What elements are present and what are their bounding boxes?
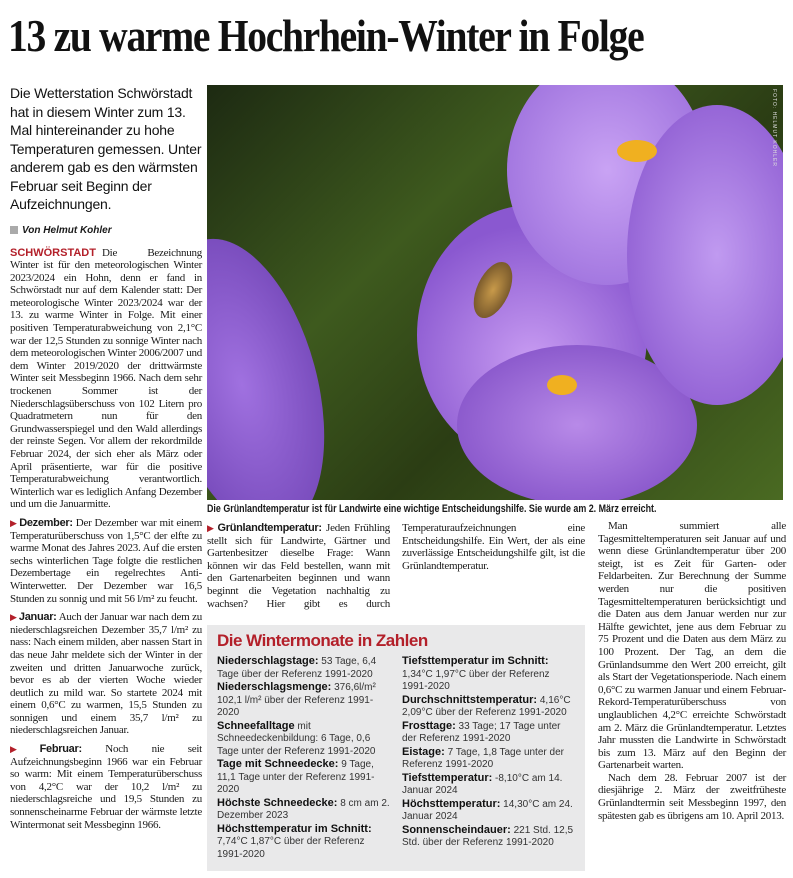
fact-item bbox=[217, 720, 390, 759]
fact-item bbox=[217, 655, 390, 681]
fact-value: 53 Tage, 6,4 Tage über der Referenz 1991-2020 bbox=[217, 656, 377, 680]
fact-value: 33 Tage; 17 Tage unter der Referenz 1991-2020 bbox=[402, 720, 561, 744]
section-text-dezember: Der Dezember war mit einem Temperaturüberschuss von 1,5°C der elfte zu warme Monat des Jahres 2023. Auf die ersten sechs winterlichen Tage folgte die restlichen Dezembertage ein regelrechtes Anti-Winterwetter. Der Dezember war 16,5 Stunden zu sonnig und mit 56 l/m² zu feucht. bbox=[10, 516, 203, 605]
fact-value: 9 Tage, 11,1 Tage unter der Referenz 1991-2020 bbox=[217, 759, 375, 795]
fact-value: 1,34°C 1,97°C über der Referenz 1991-2020 bbox=[402, 668, 550, 692]
fact-label: Durchschnittstemperatur: bbox=[402, 693, 538, 706]
paragraph-gruenland-method: Man summiert alle Tagesmitteltemperaturen seit Januar auf und wenn diese Grünlandtemperatur über 200 steigt, ist es Zeit für Garten- oder Feldarbeiten. Zur Berechnung der Summe werden nur die positiven Tagesmitteltemperaturen berücksichtigt und die Daten aus dem Januar werden nur zur Hälfte gewichtet, jene aus dem Februar zu 75 Prozent und die Daten aus dem März zu 100 Prozent. Der Tag, an dem die Grünlandsumme den Wert 200 erreicht, gilt als Start der Vegetationsperiode. Nach einem 0,6°C zu warmen Januar und einem Februar-Rekord-Temperaturüberschuss von unglaublichen 4,2°C erreichte Schwörstadt am 2. März die Grünlandtemperatur. Letztes Jahr mussten die Landwirte in Schwörstadt bis zum 13. März auf den Beginn der Gartenarbeit warten. bbox=[598, 520, 786, 772]
left-column bbox=[10, 84, 202, 837]
facts-left-column bbox=[217, 655, 390, 861]
fact-label: Sonnenscheindauer: bbox=[402, 823, 511, 836]
facts-box bbox=[207, 625, 585, 871]
triangle-bullet-icon: ▶ bbox=[10, 744, 38, 755]
fact-label: Tiefsttemperatur: bbox=[402, 771, 493, 784]
fact-item bbox=[402, 772, 575, 798]
fact-value: -8,10°C am 14. Januar 2024 bbox=[402, 772, 563, 796]
fact-label: Niederschlagsmenge: bbox=[217, 681, 332, 693]
fact-value: 4,16°C 2,09°C über der Referenz 1991-2020 bbox=[402, 694, 571, 718]
fact-item bbox=[217, 823, 390, 862]
intro-text: Die Bezeichnung Winter ist für den meteorologischen Winter 2023/2024 ein Hohn, denn er fand in Schwörstadt nur auf dem Kalender statt: Der meteorologische Winter 2023/2024 war der 13. zu warme Winter in Folge. Mit einer positiven Temperaturabweichung von 2,1°C war der 12,5 Stunden zu sonnige Winter nach dem meteorologischen Winter 2006/2007 und dem Winter 2019/2020 der drittwärmste Winter seit Messbeginn 1966. Nach dem sehr trockenen Sommer ist der Niederschlagsüberschuss von 102 Litern pro Quadratmetern nun für den Grundwasserspiegel und den Wald allerdings der reinste Segen. Vor allem der rekordmilde Februar 2024, der sich eher als März oder April präsentierte, war für die positive Temperaturabweichung verantwortlich. Winterlich war es lediglich Anfang Dezember und um die Januarmitte. bbox=[10, 246, 202, 511]
fact-value: 8 cm am 2. Dezember 2023 bbox=[217, 797, 390, 821]
crocus-bee-photo bbox=[207, 85, 783, 500]
fact-value: 221 Std. 12,5 Std. über der Referenz 1991-2020 bbox=[402, 824, 574, 848]
triangle-bullet-icon: ▶ bbox=[10, 612, 17, 623]
fact-label: Niederschlagstage: bbox=[217, 655, 319, 667]
fact-item bbox=[217, 797, 390, 823]
fact-value: 376,6l/m² 102,1 l/m² über der Referenz 1991-2020 bbox=[217, 682, 376, 718]
lead-text: Die Wetterstation Schwörstadt hat in diesem Winter zum 13. Mal hintereinander zu hohe Temperaturen gemessen. Unter anderem gab es den wärmsten Februar seit Beginn der Aufzeichnungen. bbox=[10, 85, 202, 212]
dateline: SCHWÖRSTADT bbox=[10, 246, 96, 259]
fact-value: 7 Tage, 1,8 Tage unter der Referenz 1991-2020 bbox=[402, 746, 564, 770]
fact-item bbox=[217, 681, 390, 720]
fact-label: Höchsttemperatur: bbox=[402, 797, 501, 810]
fact-item bbox=[402, 655, 575, 694]
photo-credit: FOTO: HELMUT KOHLER bbox=[771, 89, 777, 167]
facts-box-title: Die Wintermonate in Zahlen bbox=[217, 631, 428, 650]
triangle-bullet-icon: ▶ bbox=[207, 523, 216, 533]
photo-caption: Die Grünlandtemperatur ist für Landwirte eine wichtige Entscheidungshilfe. Sie wurde am 2. März erreicht. bbox=[207, 503, 657, 515]
column-4 bbox=[598, 520, 786, 828]
fact-value: 14,30°C am 24. Januar 2024 bbox=[402, 798, 573, 822]
fact-item bbox=[402, 798, 575, 824]
section-label-gruenland: Grünlandtemperatur: bbox=[217, 522, 322, 534]
fact-label: Schneefalltage bbox=[217, 719, 295, 732]
section-label-januar: Januar: bbox=[18, 611, 57, 624]
fact-value: 7,74°C 1,87°C über der Referenz 1991-2020 bbox=[217, 836, 365, 860]
byline-author: Von Helmut Kohler bbox=[22, 224, 112, 236]
section-text-gruenland: Jeden Frühling stellt sich für Landwirte, Gärtner und Gartenbesitzer dieselbe Frage: Wann können wir das Feld bestellen, wann mit den Gartenarbeiten beginnen und wann beginnt die Vegetation nachhaltig zu wachsen? Hier gibt es durch Temperaturaufzeichnungen eine Entscheidungshilfe. Ein Wert, der als eine zuverlässige Entscheidungshilfe gilt, ist die Grünlandtemperatur. bbox=[207, 522, 585, 610]
section-text-januar: Auch der Januar war nach dem zu niederschlagsreichen Dezember 35,7 l/m² zu nass: Nach einem milden, aber nassen Start in das neue Jahr meldete sich der Winter in der zweiten und dritten Januarwoche zurück, bevor es ab der vierten Woche wieder deutlich zu mild war. So startete 2024 mit einem 0,6°C zu warmen, 15,5 Stunden zu sonnigen und einem 35,7 l/m² zu niederschlagsreichen Januar. bbox=[10, 611, 202, 737]
byline-square-icon bbox=[10, 226, 18, 234]
paragraph-gruenland-history: Nach dem 28. Februar 2007 ist der diesjährige 2. März der zweitfrüheste Grünlandtermin seit Messbeginn 1997, den spätesten gab es übrigens am 10. April 2013. bbox=[598, 771, 786, 822]
fact-label: Eistage: bbox=[402, 745, 445, 758]
section-label-februar: Februar: bbox=[39, 743, 82, 756]
fact-label: Höchste Schneedecke: bbox=[217, 796, 338, 809]
fact-label: Tiefsttemperatur im Schnitt: bbox=[402, 655, 549, 667]
fact-item bbox=[402, 694, 575, 720]
byline bbox=[10, 224, 202, 237]
triangle-bullet-icon: ▶ bbox=[10, 517, 18, 528]
fact-value: mit Schneedeckenbildung: 6 Tage, 0,6 Tage unter der Referenz 1991-2020 bbox=[217, 720, 376, 757]
fact-item bbox=[402, 824, 575, 850]
column-1 bbox=[10, 247, 202, 838]
section-label-dezember: Dezember: bbox=[19, 516, 73, 529]
facts-right-column bbox=[402, 655, 575, 861]
fact-item bbox=[217, 758, 390, 797]
fact-item bbox=[402, 720, 575, 746]
columns-2-3 bbox=[207, 522, 585, 620]
fact-label: Höchsttemperatur im Schnitt: bbox=[217, 822, 372, 835]
fact-label: Frosttage: bbox=[402, 719, 456, 732]
fact-label: Tage mit Schneedecke: bbox=[217, 758, 339, 770]
section-text-februar: Noch nie seit Aufzeichnungsbeginn 1966 war ein Februar so warm: Mit einem Temperaturüberschuss von 4,2°C war der 10,2 l/m² zu niederschlagsreiche und 19,5 Stunden zu sonnenscheinarme Februar der wärmste letzte Wintermonat seit Messbeginn 1966. bbox=[10, 743, 202, 831]
headline: 13 zu warme Hochrhein-Winter in Folge bbox=[8, 10, 644, 61]
fact-item bbox=[402, 746, 575, 772]
